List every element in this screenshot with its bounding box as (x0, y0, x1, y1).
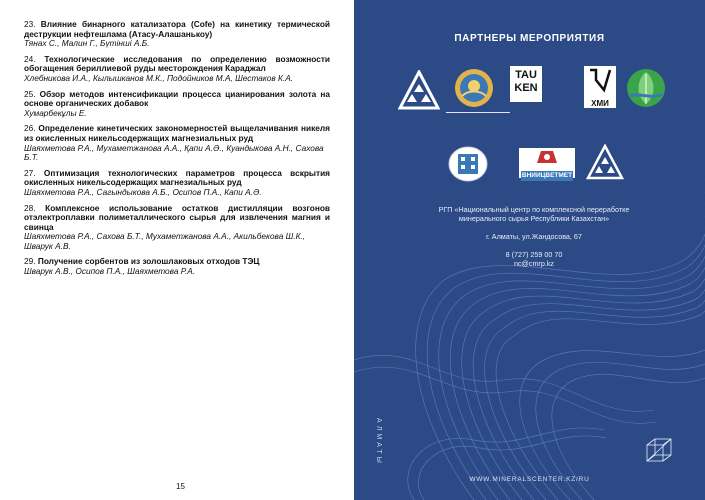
entry-authors: Шаяхметова Р.А., Сахова Б.Т., Мухаметжанова А.А., Акильбекова Ш.К., Шварук А.В. (24, 231, 306, 251)
entry-authors: Хумарбекұлы Е. (24, 107, 87, 118)
right-page-cover (354, 0, 705, 500)
entry-title (24, 55, 330, 74)
entry-authors: Шварук А.В., Осипов П.А., Шаяхметова Р.А. (24, 266, 196, 277)
entry-name: Оптимизация технологических параметров процесса вскрытия окисленных никельсодержащих магнезиальных руд (24, 167, 331, 188)
entry-name: Влияние бинарного катализатора (Cofe) на кинетику термической деструкции нефтешлама (Атасу-Алашанькоу) (24, 19, 330, 39)
entry-name: Получение сорбентов из золошлаковых отходов ТЭЦ (37, 256, 260, 267)
contents-entry-27 (24, 169, 330, 198)
hmi-logo (584, 66, 616, 108)
contents-entry-24 (24, 55, 330, 84)
organization-phone: 8 (727) 259 00 70 (505, 250, 563, 259)
entry-number: 28. (24, 202, 36, 213)
partners-heading: ПАРТНЕРЫ МЕРОПРИЯТИЯ (454, 33, 605, 44)
organization-name (394, 205, 674, 223)
emblem-caption (446, 112, 510, 120)
entry-authors: Хлебникова И.А., Кылышканов М.К., Подойников М.А, Шестаков К.А. (24, 72, 294, 83)
entry-title (24, 20, 330, 39)
city-vertical-wrapper (372, 418, 382, 478)
city-vertical-label: АЛМАТЫ (375, 418, 382, 466)
website-url[interactable]: WWW.MINERALSCENTER.KZ/RU (469, 476, 590, 483)
contents-entry-23 (24, 20, 330, 49)
contents-entry-28 (24, 204, 330, 252)
emblem-logo-icon (454, 68, 494, 108)
page-number: 15 (176, 482, 185, 491)
building-logo-icon (448, 146, 488, 182)
vniicvetmet-miner-icon (519, 148, 575, 166)
vniicvetmet-logo (519, 148, 575, 178)
entry-name: Обзор методов интенсификации процесса цианирования золота на основе органических добавок (24, 88, 330, 109)
entry-number: 23. (24, 19, 36, 29)
organization-email: nc@cmrp.kz (513, 259, 555, 268)
contents-entry-26 (24, 124, 330, 162)
hmi-flask-icon (584, 66, 616, 94)
entry-authors: Шаяхметова Р.А., Сагындыкова А.Б., Осипов П.А., Капи А.Ә. (24, 186, 262, 197)
entry-authors: Шаяхметова Р.А., Мухаметжанова А.А., Қапи А.Ә., Куандыкова А.Н., Сахова Б.Т. (24, 142, 324, 163)
contents-entry-29 (24, 257, 330, 276)
triangle-logo-icon (398, 70, 440, 110)
entry-name: Определение кинетических закономерностей выщелачивания никеля из окисленных никельсодержащих магнезиальных руд (24, 123, 330, 143)
tauken-logo (510, 66, 542, 102)
entry-title (24, 169, 330, 188)
entry-title (24, 90, 330, 109)
hmi-label: ХМИ (591, 99, 609, 108)
contents-entry-25 (24, 90, 330, 119)
entry-name: Технологические исследования по определению возможности обогащения бериллиевой руды месторождения Караджал (24, 53, 330, 74)
entry-number: 24. (24, 53, 36, 64)
entry-number: 29. (24, 256, 36, 267)
triangle-logo-small-icon (586, 144, 624, 180)
entry-authors: Тянах С., Малин Г., Бүтінші А.Б. (24, 38, 150, 49)
entry-name: Комплексное использование остатков дистилляции возгонов отэлектроплавки полиметаллического сырья для извлечения магния и свинца (24, 202, 330, 232)
entry-number: 27. (24, 167, 36, 178)
entry-title (24, 124, 330, 143)
entry-number: 26. (24, 123, 36, 134)
green-leaf-logo-icon (626, 68, 666, 108)
entry-title (24, 204, 330, 233)
tauken-line2: KEN (514, 82, 538, 94)
organization-address: г. Алматы, ул.Жандосова, 67 (486, 232, 582, 241)
organization-line-2: минерального сырья Республики Казахстан» (458, 214, 610, 223)
left-page (0, 0, 352, 500)
cube-icon (645, 437, 673, 465)
entry-number: 25. (24, 88, 36, 99)
tauken-line1: TAU (515, 69, 537, 81)
organization-line-1: РГП «Национальный центр по комплексной переработке (438, 205, 630, 214)
vniicvetmet-label: ВНИИЦВЕТМЕТ (521, 172, 573, 179)
